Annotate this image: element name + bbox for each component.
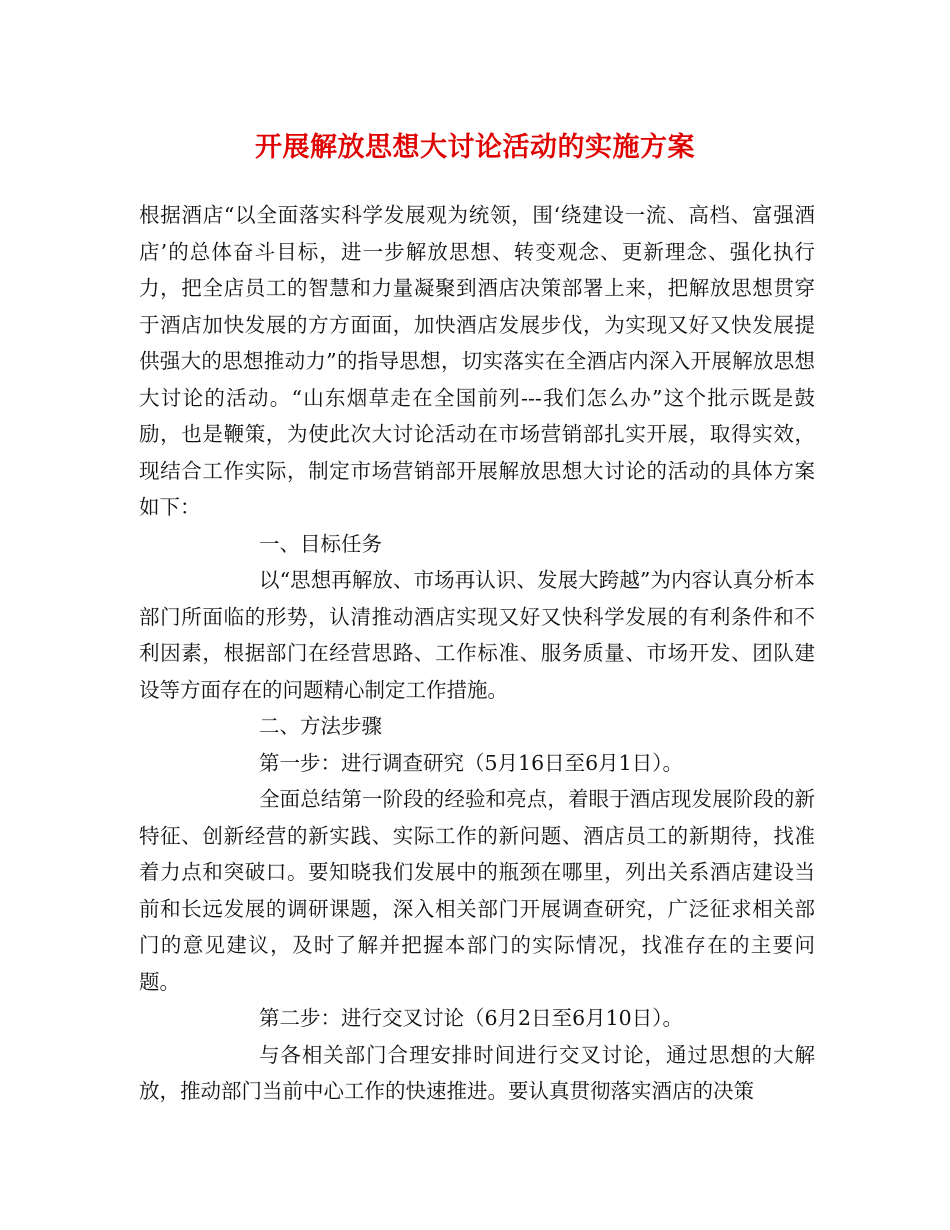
document-body	[139, 197, 815, 1110]
step-two-paragraph: 与各相关部门合理安排时间进行交叉讨论，通过思想的大解放，推动部门当前中心工作的快速推进。要认真贯彻落实酒店的决策	[139, 1042, 815, 1103]
step-one-paragraph: 全面总结第一阶段的经验和亮点，着眼于酒店现发展阶段的新特征、创新经营的新实践、实际工作的新问题、酒店员工的新期待，找准着力点和突破口。要知晓我们发展中的瓶颈在哪里，列出关系酒店建设当前和长远发展的调研课题，深入相关部门开展调查研究，广泛征求相关部门的意见建议，及时了解并把握本部门的实际情况，找准存在的主要问题。	[139, 787, 815, 994]
document-title: 开展解放思想大讨论活动的实施方案	[255, 132, 695, 163]
section-heading-objectives: 一、目标任务	[259, 531, 382, 556]
objectives-paragraph: 以“思想再解放、市场再认识、发展大跨越”为内容认真分析本部门所面临的形势，认清推动酒店实现又好又快科学发展的有利条件和不利因素，根据部门在经营思路、工作标准、服务质量、市场开发、团队建设等方面存在的问题精心制定工作措施。	[139, 568, 815, 702]
step-one-heading: 第一步：进行调查研究（5月16日至6月1日）。	[259, 750, 683, 775]
intro-paragraph: 根据酒店“以全面落实科学发展观为统领，围‘绕建设一流、高档、富强酒店’的总体奋斗目标，进一步解放思想、转变观念、更新理念、强化执行力，把全店员工的智慧和力量凝聚到酒店决策部署上来，把解放思想贯穿于酒店加快发展的方方面面，加快酒店发展步伐，为实现又好又快发展提供强大的思想推动力”的指导思想，切实落实在全酒店内深入开展解放思想大讨论的活动。“山东烟草走在全国前列---我们怎么办”这个批示既是鼓励，也是鞭策，为使此次大讨论活动在市场营销部扎实开展，取得实效，现结合工作实际，制定市场营销部开展解放思想大讨论的活动的具体方案如下：	[139, 203, 815, 519]
section-heading-methods: 二、方法步骤	[259, 714, 382, 738]
step-two-heading: 第二步：进行交叉讨论（6月2日至6月10日）。	[259, 1006, 683, 1030]
